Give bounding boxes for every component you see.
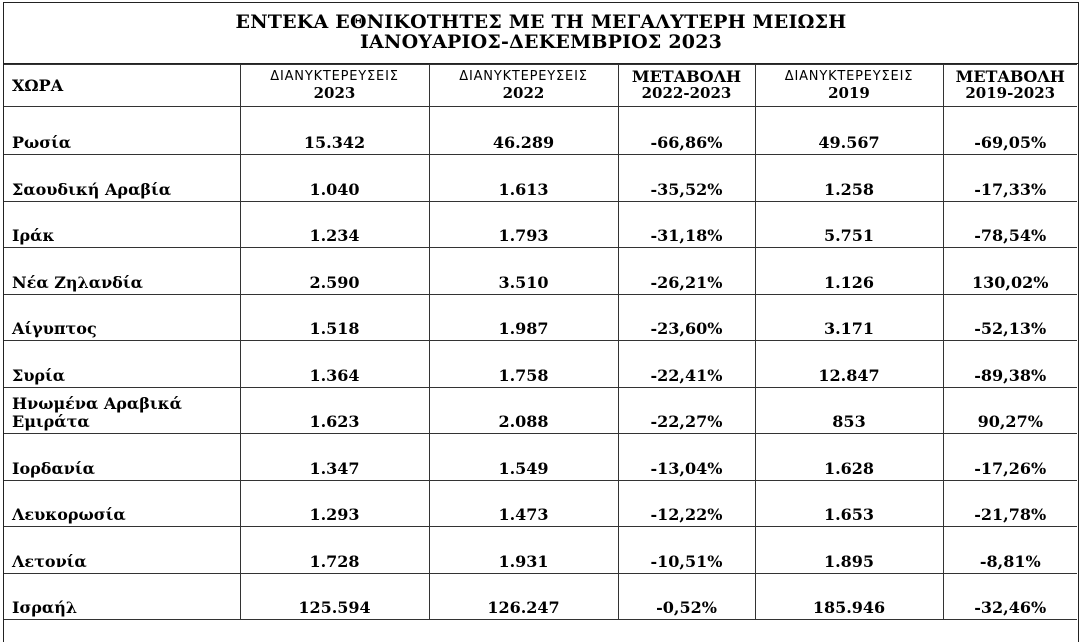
cell-nights-2019: 3.171: [755, 294, 943, 341]
cell-country: Αίγυπτος: [4, 294, 240, 341]
table-row: [4, 294, 1077, 341]
cell-change-2022-2023: -26,21%: [618, 248, 755, 295]
cell-change-2022-2023: -0,52%: [618, 573, 755, 620]
cell-change-2019-2023: -78,54%: [943, 201, 1077, 248]
header-label: ΜΕΤΑΒΟΛΗ: [955, 67, 1065, 86]
table-row: [4, 248, 1077, 295]
cell-change-2022-2023: -22,27%: [618, 387, 755, 434]
header-year: 2022: [502, 84, 545, 102]
header-label: ΔΙΑΝΥΚΤΕΡΕΥΣΕΙΣ: [459, 69, 588, 84]
header-year: 2019: [828, 84, 870, 102]
cell-nights-2023: 15.342: [240, 107, 429, 155]
header-country: ΧΩΡΑ: [4, 65, 240, 107]
country-line-2: Εμιράτα: [12, 412, 90, 431]
title-line-1: ΕΝΤΕΚΑ ΕΘΝΙΚΟΤΗΤΕΣ ΜΕ ΤΗ ΜΕΓΑΛΥΤΕΡΗ ΜΕΙΩΣΗ: [235, 11, 847, 33]
cell-nights-2019: 185.946: [755, 573, 943, 620]
header-row: [4, 65, 1077, 107]
cell-nights-2023: 1.728: [240, 527, 429, 574]
cell-nights-2019: 853: [755, 387, 943, 434]
cell-change-2022-2023: -31,18%: [618, 201, 755, 248]
cell-change-2022-2023: -10,51%: [618, 527, 755, 574]
header-label: ΔΙΑΝΥΚΤΕΡΕΥΣΕΙΣ: [784, 69, 914, 84]
cell-nights-2022: 3.510: [429, 248, 618, 295]
cell-change-2022-2023: -12,22%: [618, 480, 755, 527]
data-table: [4, 64, 1077, 620]
cell-nights-2022: 1.549: [429, 434, 618, 481]
header-year: 2023: [313, 84, 356, 102]
cell-country: [4, 387, 240, 434]
cell-country: Ρωσία: [4, 107, 240, 155]
cell-change-2022-2023: -35,52%: [618, 155, 755, 202]
cell-nights-2022: 1.613: [429, 155, 618, 202]
cell-country: Λετονία: [4, 527, 240, 574]
cell-nights-2019: 1.653: [755, 480, 943, 527]
header-change-2022-2023: [618, 65, 755, 107]
cell-nights-2022: 126.247: [429, 573, 618, 620]
cell-nights-2023: 1.518: [240, 294, 429, 341]
cell-change-2019-2023: -52,13%: [943, 294, 1077, 341]
cell-nights-2019: 5.751: [755, 201, 943, 248]
cell-change-2022-2023: -22,41%: [618, 341, 755, 388]
cell-change-2019-2023: 90,27%: [943, 387, 1077, 434]
header-year: 2022-2023: [641, 84, 732, 102]
cell-country: Λευκορωσία: [4, 480, 240, 527]
table-row: [4, 480, 1077, 527]
cell-change-2019-2023: -32,46%: [943, 573, 1077, 620]
title-line-2: ΙΑΝΟΥΑΡΙΟΣ-ΔΕΚΕΜΒΡΙΟΣ 2023: [359, 31, 723, 53]
cell-country: Ιορδανία: [4, 434, 240, 481]
table-row: [4, 341, 1077, 388]
cell-change-2019-2023: -89,38%: [943, 341, 1077, 388]
table-row: [4, 434, 1077, 481]
cell-nights-2023: 1.234: [240, 201, 429, 248]
cell-change-2019-2023: -17,26%: [943, 434, 1077, 481]
cell-nights-2019: 1.628: [755, 434, 943, 481]
cell-country: Ιράκ: [4, 201, 240, 248]
header-year: 2019-2023: [965, 84, 1056, 102]
cell-nights-2022: 1.931: [429, 527, 618, 574]
header-label: ΔΙΑΝΥΚΤΕΡΕΥΣΕΙΣ: [270, 69, 399, 84]
cell-nights-2023: 1.364: [240, 341, 429, 388]
header-change-2019-2023: [943, 65, 1077, 107]
cell-nights-2023: 2.590: [240, 248, 429, 295]
table-row: [4, 155, 1077, 202]
cell-country: Συρία: [4, 341, 240, 388]
table-row: [4, 527, 1077, 574]
cell-nights-2023: 1.040: [240, 155, 429, 202]
table-row: [4, 201, 1077, 248]
cell-nights-2022: 46.289: [429, 107, 618, 155]
cell-change-2022-2023: -23,60%: [618, 294, 755, 341]
cell-nights-2019: 1.895: [755, 527, 943, 574]
cell-country: Νέα Ζηλανδία: [4, 248, 240, 295]
cell-country: Σαουδική Αραβία: [4, 155, 240, 202]
header-nights-2022: [429, 65, 618, 107]
cell-change-2019-2023: -21,78%: [943, 480, 1077, 527]
cell-change-2019-2023: -69,05%: [943, 107, 1077, 155]
cell-nights-2023: 1.623: [240, 387, 429, 434]
header-nights-2019: [755, 65, 943, 107]
cell-nights-2023: 125.594: [240, 573, 429, 620]
table-title: [4, 3, 1078, 64]
cell-change-2019-2023: -17,33%: [943, 155, 1077, 202]
cell-change-2019-2023: -8,81%: [943, 527, 1077, 574]
cell-nights-2019: 12.847: [755, 341, 943, 388]
table-row: [4, 387, 1077, 434]
cell-nights-2022: 2.088: [429, 387, 618, 434]
cell-nights-2022: 1.987: [429, 294, 618, 341]
cell-change-2022-2023: -13,04%: [618, 434, 755, 481]
cell-nights-2023: 1.293: [240, 480, 429, 527]
cell-change-2022-2023: -66,86%: [618, 107, 755, 155]
cell-nights-2022: 1.793: [429, 201, 618, 248]
cell-nights-2019: 1.258: [755, 155, 943, 202]
cell-nights-2019: 1.126: [755, 248, 943, 295]
cell-nights-2023: 1.347: [240, 434, 429, 481]
table-frame: [3, 2, 1079, 642]
cell-nights-2022: 1.758: [429, 341, 618, 388]
table-row: [4, 573, 1077, 620]
cell-country: Ισραήλ: [4, 573, 240, 620]
cell-nights-2022: 1.473: [429, 480, 618, 527]
cell-nights-2019: 49.567: [755, 107, 943, 155]
table-row: [4, 107, 1077, 155]
header-label: ΜΕΤΑΒΟΛΗ: [631, 67, 742, 86]
cell-change-2019-2023: 130,02%: [943, 248, 1077, 295]
header-nights-2023: [240, 65, 429, 107]
country-line-1: Ηνωμένα Αραβικά: [12, 394, 182, 413]
